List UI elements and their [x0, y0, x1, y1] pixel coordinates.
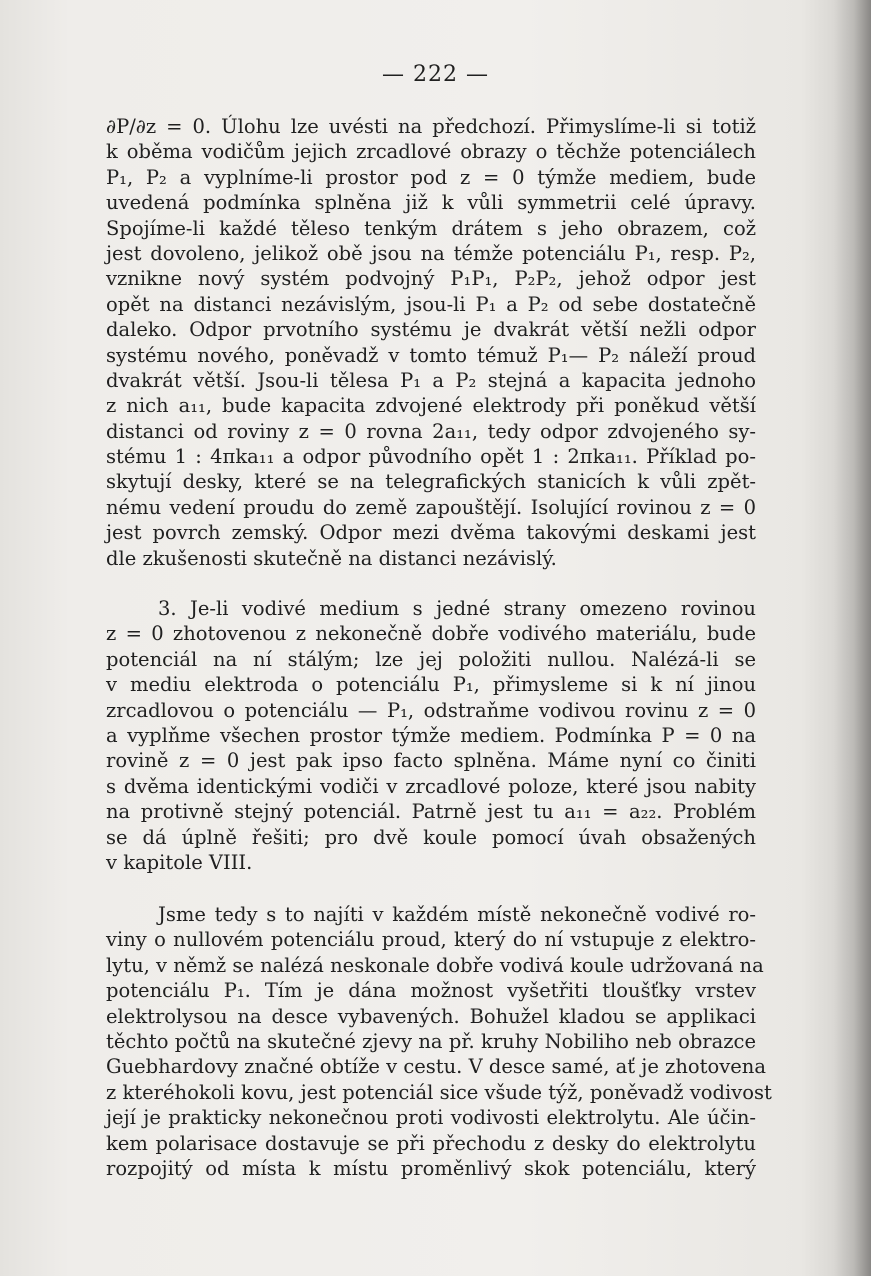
- text-line: z = 0 zhotovenou z nekonečně dobře vodivého materiálu, bude: [106, 622, 756, 646]
- text-line: elektrolysou na desce vybavených. Bohužel kladou se applikaci: [106, 1004, 756, 1028]
- text-line: daleko. Odpor prvotního systému je dvakrát větší nežli odpor: [106, 318, 756, 342]
- paragraph-3: [106, 902, 772, 1181]
- text-line: k oběma vodičům jejich zrcadlové obrazy o těchže potenciálech: [106, 140, 756, 164]
- text-line: P₁, P₂ a vyplníme-li prostor pod z = 0 týmže mediem, bude: [106, 165, 756, 189]
- text-line: ∂P/∂z = 0. Úlohu lze uvésti na předchozí. Přimyslíme-li si totiž: [106, 115, 756, 138]
- text-line: potenciálu P₁. Tím je dána možnost vyšetřiti tloušťky vrstev: [106, 979, 756, 1003]
- text-line: se dá úplně řešiti; pro dvě koule pomocí úvah obsažených: [106, 825, 756, 849]
- text-line: stému 1 : 4πka₁₁ a odpor původního opět 1 : 2πka₁₁. Příklad po-: [106, 445, 756, 469]
- text-line: její je prakticky nekonečnou proti vodivosti elektrolytu. Ale účin-: [106, 1106, 756, 1130]
- text-line: nému vedení proudu do země zapouštějí. Isolující rovinou z = 0: [106, 495, 756, 519]
- text-line: systému nového, poněvadž v tomto témuž P₁— P₂ náleží proud: [106, 343, 756, 367]
- text-line: viny o nullovém potenciálu proud, který do ní vstupuje z elektro-: [106, 928, 756, 952]
- text-line: a vyplňme všechen prostor týmže mediem. Podmínka P = 0 na: [106, 723, 756, 747]
- text-line: rozpojitý od místa k místu proměnlivý skok potenciálu, který: [106, 1156, 756, 1180]
- text-line: rovině z = 0 jest pak ipso facto splněna. Máme nyní co činiti: [106, 749, 756, 773]
- text-line: potenciál na ní stálým; lze jej položiti nullou. Nalézá-li se: [106, 647, 756, 671]
- text-line: na protivně stejný potenciál. Patrně jest tu a₁₁ = a₂₂. Problém: [106, 800, 756, 824]
- text-line: z nich a₁₁, bude kapacita zdvojené elektrody při poněkud větší: [106, 394, 756, 418]
- text-line: těchto počtů na skutečné zjevy na př. kruhy Nobiliho neb obrazce: [106, 1029, 756, 1053]
- text-line: uvedená podmínka splněna již k vůli symmetrii celé úpravy.: [106, 191, 756, 215]
- text-line: kem polarisace dostavuje se při přechodu z desky do elektrolytu: [106, 1131, 756, 1155]
- text-line: jest dovoleno, jelikož obě jsou na témže potenciálu P₁, resp. P₂,: [106, 241, 756, 265]
- text-line: z kteréhokoli kovu, jest potenciál sice všude týž, poněvadž vodivost: [106, 1080, 772, 1104]
- page-edge-shadow: [833, 0, 871, 1276]
- page-number: — 222 —: [382, 62, 489, 87]
- paragraph-1: [106, 114, 756, 571]
- text-line: Jsme tedy s to najíti v každém místě nekonečně vodivé ro-: [158, 903, 756, 926]
- text-line: skytují desky, které se na telegrafických stanicích k vůli zpět-: [106, 470, 756, 494]
- paragraph-2: [106, 596, 756, 875]
- text-line: v kapitole VIII.: [106, 850, 253, 874]
- text-line: vznikne nový systém podvojný P₁P₁, P₂P₂, jehož odpor jest: [106, 267, 756, 291]
- text-line: dvakrát větší. Jsou-li tělesa P₁ a P₂ stejná a kapacita jednoho: [106, 368, 756, 392]
- text-line: dle zkušenosti skutečně na distanci nezávislý.: [106, 546, 557, 570]
- text-line: zrcadlovou o potenciálu — P₁, odstraňme vodivou rovinu z = 0: [106, 698, 756, 722]
- text-line: v mediu elektroda o potenciálu P₁, přimysleme si k ní jinou: [106, 673, 756, 697]
- text-line: Guebhardovy značné obtíže v cestu. V desce samé, ať je zhotovena: [106, 1055, 766, 1079]
- text-line: jest povrch zemský. Odpor mezi dvěma takovými deskami jest: [106, 521, 756, 545]
- text-line: Spojíme-li každé těleso tenkým drátem s jeho obrazem, což: [106, 216, 756, 240]
- text-line: distanci od roviny z = 0 rovna 2a₁₁, tedy odpor zdvojeného sy-: [106, 419, 756, 443]
- text-line: s dvěma identickými vodiči v zrcadlové poloze, které jsou nabity: [106, 774, 756, 798]
- text-line: 3. Je-li vodivé medium s jedné strany omezeno rovinou: [158, 597, 756, 620]
- text-line: lytu, v němž se nalézá neskonale dobře vodivá koule udržovaná na: [106, 953, 764, 977]
- text-line: opět na distanci nezávislým, jsou-li P₁ a P₂ od sebe dostatečně: [106, 292, 756, 316]
